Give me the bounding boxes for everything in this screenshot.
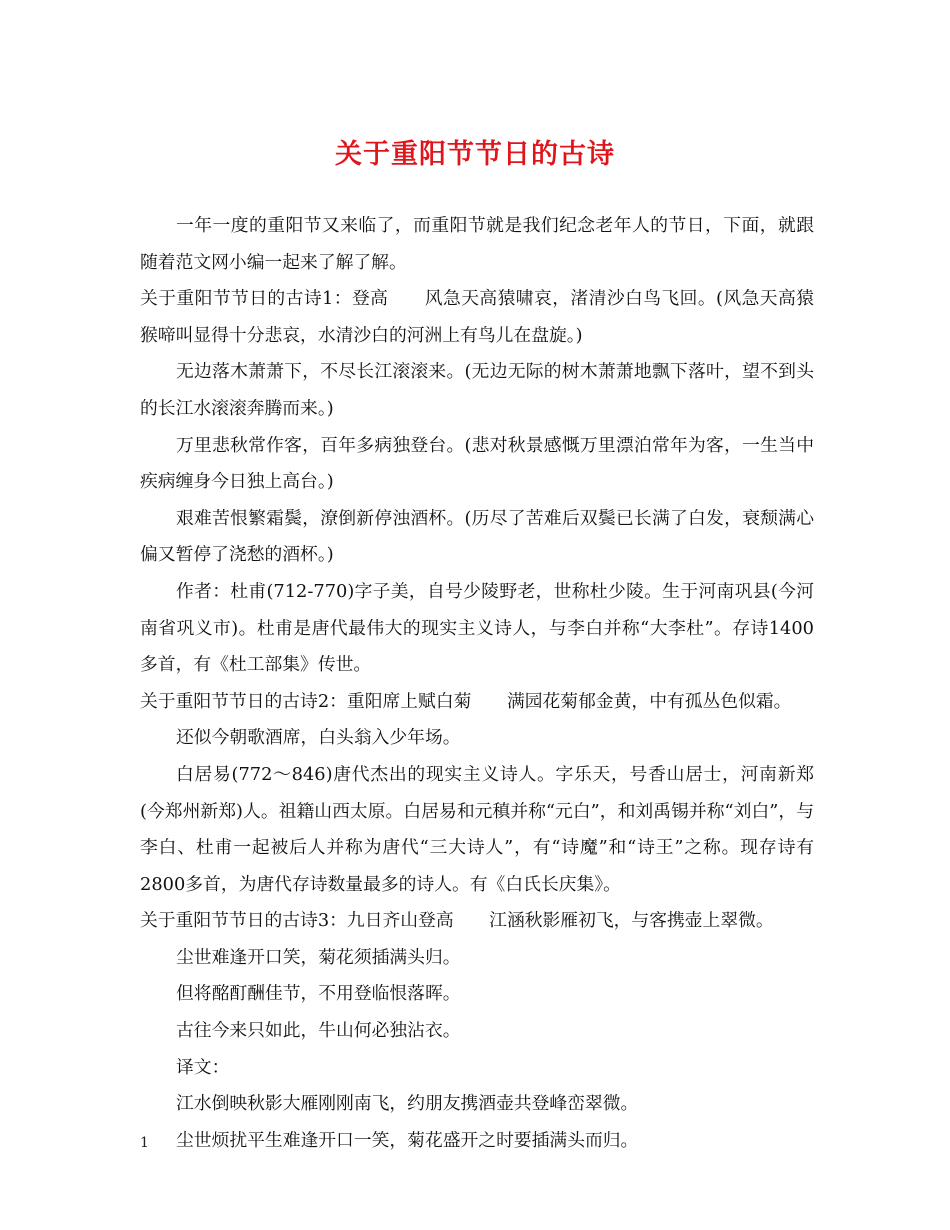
translation-line-1: 江水倒映秋影大雁刚刚南飞，约朋友携酒壶共登峰峦翠微。 xyxy=(176,1093,639,1115)
poem-3-line-4: 古往今来只如此，牛山何必独沾衣。 xyxy=(176,1020,461,1042)
poem-3-line-2: 尘世难逢开口笑，菊花须插满头归。 xyxy=(176,946,461,968)
page-title: 关于重阳节节日的古诗 xyxy=(335,139,615,170)
poem-2-line-2: 还似今朝歌酒席，白头翁入少年场。 xyxy=(176,727,461,749)
poem-2-author: 白居易(772～846)唐代杰出的现实主义诗人。字乐天，号香山居士，河南新郑(今郑州新郑)人。祖籍山西太原。白居易和元稹并称“元白”，和刘禹锡并称“刘白”，与李白、杜甫一起被后人并称为唐代“三大诗人”，有“诗魔”和“诗王”之称。现存诗有2800多首，为唐代存诗数量最多的诗人。有《白氏长庆集》。 xyxy=(140,763,814,895)
translation-label: 译文： xyxy=(176,1056,230,1078)
poem-3-line-3: 但将酩酊酬佳节，不用登临恨落晖。 xyxy=(176,983,461,1005)
article-body xyxy=(140,208,814,1159)
poem-2-heading: 关于重阳节节日的古诗2：重阳席上赋白菊 满园花菊郁金黄，中有孤丛色似霜。 xyxy=(140,690,792,712)
poem-1-line-4: 艰难苦恨繁霜鬓，潦倒新停浊酒杯。(历尽了苦难后双鬓已长满了白发，衰颓满心偏又暂停了浇愁的酒杯。) xyxy=(140,507,814,566)
poem-1-author: 作者：杜甫(712-770)字子美，自号少陵野老，世称杜少陵。生于河南巩县(今河南省巩义市)。杜甫是唐代最伟大的现实主义诗人，与李白并称“大李杜”。存诗1400多首，有《杜工部集》传世。 xyxy=(140,580,814,676)
intro-paragraph: 一年一度的重阳节又来临了，而重阳节就是我们纪念老年人的节日，下面，就跟随着范文网小编一起来了解了解。 xyxy=(140,215,814,273)
poem-1-line-3: 万里悲秋常作客，百年多病独登台。(悲对秋景感慨万里漂泊常年为客，一生当中疾病缠身今日独上高台。) xyxy=(140,434,814,493)
translation-line-2: 尘世烦扰平生难逢开口一笑，菊花盛开之时要插满头而归。 xyxy=(176,1129,639,1151)
poem-1-line-2: 无边落木萧萧下，不尽长江滚滚来。(无边无际的树木萧萧地飘下落叶，望不到头的长江水滚滚奔腾而来。) xyxy=(140,361,814,419)
poem-1-heading: 关于重阳节节日的古诗1：登高 风急天高猿啸哀，渚清沙白鸟飞回。(风急天高猿猴啼叫显得十分悲哀，水清沙白的河洲上有鸟儿在盘旋。) xyxy=(140,288,814,346)
page-number: 1 xyxy=(140,1135,149,1151)
poem-3-heading: 关于重阳节节日的古诗3：九日齐山登高 江涵秋影雁初飞，与客携壶上翠微。 xyxy=(140,910,774,932)
